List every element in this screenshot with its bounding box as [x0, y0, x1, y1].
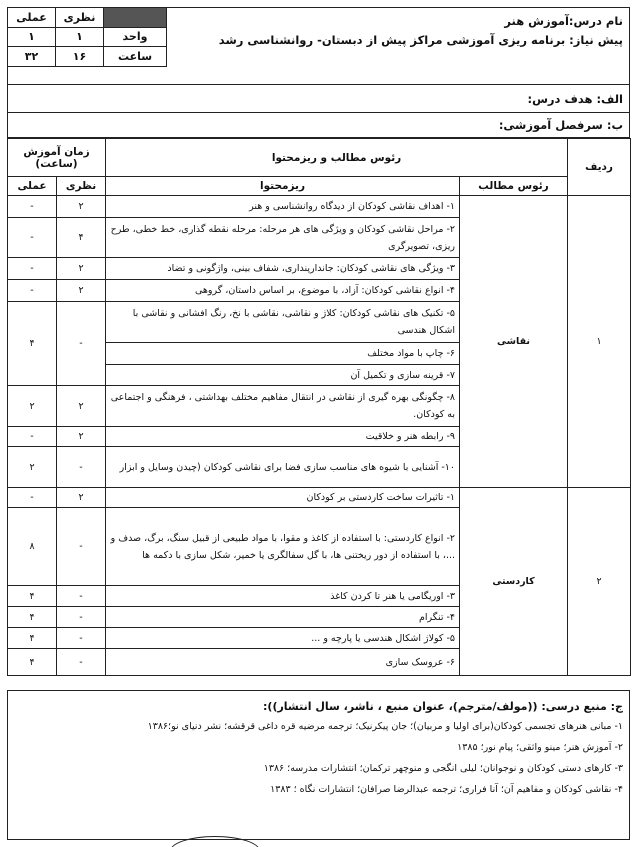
subcontent-cell: ۱- اهداف نقاشی کودکان از دیدگاه روانشناسی و هنر — [106, 196, 460, 218]
course-header — [7, 7, 630, 85]
theory-cell: ۲ — [57, 427, 106, 447]
practical-cell: - — [8, 280, 57, 302]
theory-cell: - — [57, 508, 106, 586]
reference-item: ۴- نقاشی کودکان و مفاهیم آن؛ آنا فراری؛ ترجمه عبدالرضا صرافان؛ انتشارات نگاه ؛ ۱۳۸۳ — [270, 784, 623, 795]
practical-cell: ۴ — [8, 607, 57, 628]
subcontent-cell: ۳- ویژگی های نقاشی کودکان: جاندارپنداری، شفاف بینی، واژگونی و تضاد — [106, 258, 460, 280]
practical-cell: - — [8, 488, 57, 508]
theory-cell: - — [57, 649, 106, 676]
practical-cell: ۴ — [8, 586, 57, 607]
section-goal: الف: هدف درس: — [7, 85, 630, 113]
theory-cell: ۲ — [57, 386, 106, 427]
course-name: نام درس:آموزش هنر — [504, 14, 623, 28]
syllabus-table — [7, 138, 631, 676]
units-header-practical: عملی — [8, 8, 56, 28]
subcontent-cell: ۲- مراحل نقاشی کودکان و ویژگی های هر مرحله: مرحله نقطه گذاری، خط خطی، طرح ریزی، تصویرگری — [106, 218, 460, 258]
practical-cell: ۸ — [8, 508, 57, 586]
units-row-label: واحد — [104, 27, 167, 47]
topic-cell: کاردستی — [460, 488, 568, 676]
section-syllabus: ب: سرفصل آموزشی: — [7, 113, 630, 138]
theory-cell: - — [57, 586, 106, 607]
header-subcontent: ریزمحتوا — [106, 177, 460, 196]
subcontent-cell: ۶- عروسک سازی — [106, 649, 460, 676]
practical-cell: ۲ — [8, 386, 57, 427]
hours-theory-value: ۱۶ — [56, 47, 104, 67]
theory-cell: ۲ — [57, 258, 106, 280]
prerequisite: پیش نیاز: برنامه ریزی آموزشی مراکز پیش از دبستان- روانشناسی رشد — [218, 33, 623, 47]
row-number: ۲ — [568, 488, 631, 676]
reference-item: ۳- کارهای دستی کودکان و نوجوانان؛ لیلی انگجی و منوچهر ترکمان؛ انتشارات مدرسه؛ ۱۳۸۶ — [263, 763, 623, 774]
header-text — [118, 12, 623, 50]
header-topics-content: رئوس مطالب و ریزمحتوا — [106, 139, 568, 177]
units-practical-value: ۱ — [8, 27, 56, 47]
practical-cell: - — [8, 196, 57, 218]
reference-item: ۲- آموزش هنر؛ مینو واثقی؛ پیام نور؛ ۱۳۸۵ — [457, 742, 623, 753]
subcontent-cell: ۵- تکنیک های نقاشی کودکان: کلاژ و نقاشی، نقاشی با نخ، رنگ افشانی و نقاشی با اشکال هندسی — [106, 302, 460, 343]
theory-cell: ۲ — [57, 196, 106, 218]
units-header-theory: نظری — [56, 8, 104, 28]
subcontent-cell: ۴- انواع نقاشی کودکان: آزاد، با موضوع، بر اساس داستان، گروهی — [106, 280, 460, 302]
subcontent-cell: ۹- رابطه هنر و خلاقیت — [106, 427, 460, 447]
subcontent-cell: ۲- انواع کاردستی: با استفاده از کاغذ و مقوا، با مواد طبیعی از قبیل سنگ، برگ، صدف و ...، با استفاده از دور ریختنی ها، با گل سفالگری یا خمیر، شکل سازی با دکمه ها — [106, 508, 460, 586]
theory-cell: - — [57, 628, 106, 649]
hours-practical-value: ۳۲ — [8, 47, 56, 67]
references-title: ج: منبع درسی: ((مولف/مترجم)، عنوان منبع ، ناشر، سال انتشار)): — [263, 700, 623, 713]
subcontent-cell: ۶- چاپ با مواد مختلف — [106, 343, 460, 365]
theory-cell: ۲ — [57, 280, 106, 302]
subcontent-cell: ۱۰- آشنایی با شیوه های مناسب سازی فضا برای نقاشی کودکان (چیدن وسایل و ابزار — [106, 447, 460, 488]
practical-cell: ۴ — [8, 649, 57, 676]
subcontent-cell: ۴- تنگرام — [106, 607, 460, 628]
subcontent-cell: ۷- قرینه سازی و تکمیل آن — [106, 365, 460, 386]
practical-cell: - — [8, 427, 57, 447]
header-topic: رئوس مطالب — [460, 177, 568, 196]
table-row — [8, 196, 631, 218]
practical-cell: - — [8, 258, 57, 280]
reference-item: ۱- مبانی هنرهای تجسمی کودکان(برای اولیا و مربیان)؛ جان پیکرنیک؛ ترجمه مرضیه قره داغی قرقشه؛ نشر دنیای نو؛۱۳۸۶ — [147, 721, 623, 732]
header-practical: عملی — [8, 177, 57, 196]
subcontent-cell: ۳- اوریگامی یا هنر تا کردن کاغذ — [106, 586, 460, 607]
practical-cell: ۴ — [8, 628, 57, 649]
practical-cell: ۴ — [8, 302, 57, 386]
subcontent-cell: ۸- چگونگی بهره گیری از نقاشی در انتقال مفاهیم مختلف بهداشتی ، فرهنگی و اجتماعی به کودکان. — [106, 386, 460, 427]
theory-cell: ۴ — [57, 218, 106, 258]
practical-cell: - — [8, 218, 57, 258]
theory-cell: - — [57, 447, 106, 488]
subcontent-cell: ۱- تاثیرات ساخت کاردستی بر کودکان — [106, 488, 460, 508]
hours-row-label: ساعت — [104, 47, 167, 67]
units-theory-value: ۱ — [56, 27, 104, 47]
header-time: زمان آموزش (ساعت) — [8, 139, 106, 177]
subcontent-cell: ۵- کولاژ اشکال هندسی یا پارچه و ... — [106, 628, 460, 649]
references-section — [7, 690, 630, 840]
practical-cell: ۲ — [8, 447, 57, 488]
row-number: ۱ — [568, 196, 631, 488]
topic-cell: نقاشی — [460, 196, 568, 488]
header-row-num: ردیف — [568, 139, 631, 196]
table-row — [8, 488, 631, 508]
theory-cell: - — [57, 607, 106, 628]
theory-cell: - — [57, 302, 106, 386]
theory-cell: ۲ — [57, 488, 106, 508]
header-theory: نظری — [57, 177, 106, 196]
